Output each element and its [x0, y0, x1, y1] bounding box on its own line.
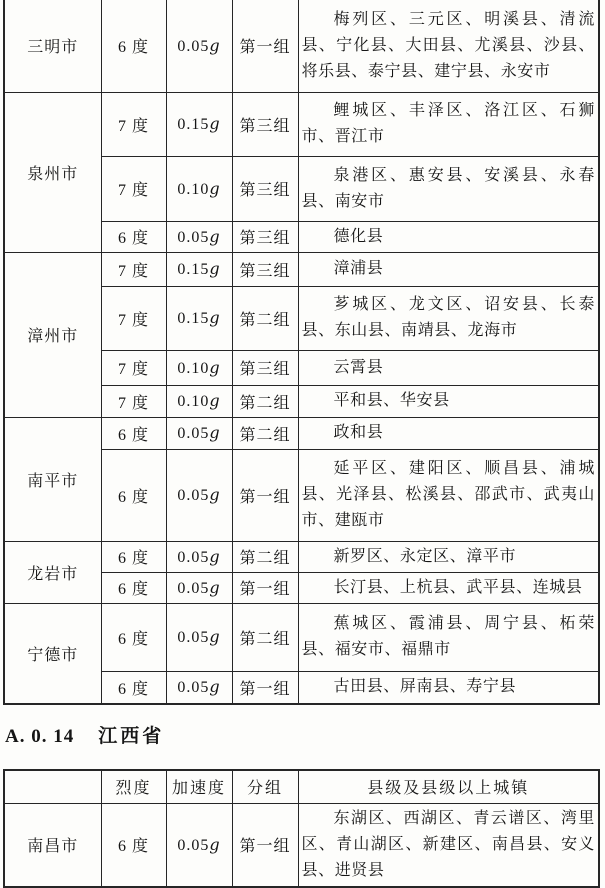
table-row [4, 252, 599, 286]
towns-cell: 长汀县、上杭县、武平县、连城县 [298, 572, 599, 603]
acceleration-cell [166, 92, 232, 156]
acceleration-cell [166, 252, 232, 286]
gravity-unit: g [209, 485, 221, 504]
acceleration-cell [166, 572, 232, 603]
city-cell: 宁德市 [4, 603, 101, 704]
towns-cell: 漳浦县 [298, 252, 599, 286]
city-cell: 泉州市 [4, 92, 101, 252]
table-row [4, 0, 599, 92]
intensity-cell: 6 度 [101, 671, 166, 704]
table-row [4, 603, 599, 671]
towns-cell: 泉港区、惠安县、安溪县、永春县、南安市 [298, 156, 599, 221]
group-cell: 第一组 [232, 572, 298, 603]
acceleration-value: 0.15 [177, 310, 210, 327]
intensity-cell: 6 度 [101, 417, 166, 449]
intensity-cell: 6 度 [101, 449, 166, 541]
acceleration-value: 0.05 [177, 228, 210, 246]
intensity-header-cell: 烈度 [101, 770, 166, 803]
acceleration-value: 0.10 [177, 393, 210, 410]
intensity-cell: 6 度 [101, 221, 166, 252]
towns-cell: 云霄县 [298, 350, 599, 385]
seismic-table-jiangxi [3, 769, 600, 888]
towns-cell: 德化县 [298, 221, 599, 252]
city-cell: 龙岩市 [4, 541, 101, 603]
city-cell: 漳州市 [4, 252, 101, 417]
city-cell: 南平市 [4, 417, 101, 541]
towns-cell: 芗城区、龙文区、诏安县、长泰县、东山县、南靖县、龙海市 [298, 286, 599, 350]
gravity-unit: g [209, 357, 221, 377]
towns-cell: 古田县、屏南县、寿宁县 [298, 671, 599, 704]
gravity-unit: g [209, 35, 221, 55]
acceleration-cell [166, 449, 232, 541]
gravity-unit: g [209, 546, 221, 566]
acceleration-value: 0.15 [177, 116, 210, 133]
group-cell: 第二组 [232, 286, 298, 350]
acceleration-value: 0.05 [177, 579, 210, 597]
table-row [4, 803, 599, 887]
city-cell: 三明市 [4, 0, 101, 92]
group-header-cell: 分组 [232, 770, 298, 803]
intensity-cell: 7 度 [101, 385, 166, 417]
group-cell: 第一组 [232, 449, 298, 541]
group-cell: 第二组 [232, 417, 298, 449]
acceleration-value: 0.10 [177, 180, 210, 198]
intensity-cell: 7 度 [101, 156, 166, 221]
gravity-unit: g [209, 627, 221, 646]
acceleration-value: 0.15 [177, 261, 210, 278]
group-cell: 第一组 [232, 0, 298, 92]
group-cell: 第三组 [232, 221, 298, 252]
towns-cell: 鲤城区、丰泽区、洛江区、石狮市、晋江市 [298, 92, 599, 156]
group-cell: 第二组 [232, 385, 298, 417]
acceleration-cell [166, 671, 232, 704]
intensity-cell: 7 度 [101, 252, 166, 286]
acceleration-cell [166, 350, 232, 385]
towns-cell: 延平区、建阳区、顺昌县、浦城县、光泽县、松溪县、邵武市、武夷山市、建瓯市 [298, 449, 599, 541]
acceleration-value: 0.05 [177, 37, 210, 55]
acceleration-cell [166, 803, 232, 887]
gravity-unit: g [209, 178, 221, 198]
section-number: A. 0. 14 [5, 726, 75, 747]
intensity-cell: 6 度 [101, 572, 166, 603]
acceleration-value: 0.05 [177, 679, 210, 697]
group-cell: 第二组 [232, 603, 298, 671]
gravity-unit: g [209, 114, 221, 133]
towns-cell: 政和县 [298, 417, 599, 449]
acceleration-cell [166, 417, 232, 449]
acceleration-header-cell: 加速度 [166, 770, 232, 803]
acceleration-value: 0.05 [177, 836, 210, 854]
acceleration-value: 0.05 [177, 425, 210, 442]
group-cell: 第三组 [232, 156, 298, 221]
acceleration-value: 0.05 [177, 548, 210, 566]
acceleration-cell [166, 541, 232, 572]
gravity-unit: g [209, 423, 221, 442]
acceleration-cell [166, 385, 232, 417]
acceleration-value: 0.10 [177, 359, 210, 377]
group-cell: 第三组 [232, 92, 298, 156]
intensity-cell: 6 度 [101, 603, 166, 671]
acceleration-cell [166, 156, 232, 221]
section-heading [5, 721, 601, 748]
intensity-cell: 6 度 [101, 803, 166, 887]
section-title: 江西省 [98, 726, 165, 747]
acceleration-cell [166, 0, 232, 92]
city-cell: 南昌市 [4, 803, 101, 887]
gravity-unit: g [209, 577, 221, 597]
intensity-cell: 7 度 [101, 286, 166, 350]
table-row [4, 541, 599, 572]
gravity-unit: g [209, 259, 221, 278]
acceleration-value: 0.05 [177, 487, 210, 504]
gravity-unit: g [209, 308, 221, 327]
gravity-unit: g [209, 677, 221, 697]
acceleration-cell [166, 286, 232, 350]
acceleration-value: 0.05 [177, 629, 210, 646]
seismic-table-fujian [3, 0, 600, 705]
header-row [4, 770, 599, 803]
intensity-cell: 7 度 [101, 92, 166, 156]
towns-cell: 蕉城区、霞浦县、周宁县、柘荣县、福安市、福鼎市 [298, 603, 599, 671]
group-cell: 第一组 [232, 671, 298, 704]
group-cell: 第二组 [232, 541, 298, 572]
towns-header-cell: 县级及县级以上城镇 [298, 770, 599, 803]
intensity-cell: 6 度 [101, 541, 166, 572]
towns-cell: 东湖区、西湖区、青云谱区、湾里区、青山湖区、新建区、南昌县、安义县、进贤县 [298, 803, 599, 887]
gravity-unit: g [209, 226, 221, 246]
towns-cell: 梅列区、三元区、明溪县、清流县、宁化县、大田县、尤溪县、沙县、将乐县、泰宁县、建宁县、永安市 [298, 0, 599, 92]
gravity-unit: g [209, 391, 221, 410]
group-cell: 第三组 [232, 252, 298, 286]
towns-cell: 平和县、华安县 [298, 385, 599, 417]
acceleration-cell [166, 603, 232, 671]
table-row [4, 417, 599, 449]
table-row [4, 92, 599, 156]
gravity-unit: g [209, 834, 221, 854]
intensity-cell: 7 度 [101, 350, 166, 385]
group-cell: 第三组 [232, 350, 298, 385]
acceleration-cell [166, 221, 232, 252]
city-header-cell [4, 770, 101, 803]
towns-cell: 新罗区、永定区、漳平市 [298, 541, 599, 572]
intensity-cell: 6 度 [101, 0, 166, 92]
group-cell: 第一组 [232, 803, 298, 887]
